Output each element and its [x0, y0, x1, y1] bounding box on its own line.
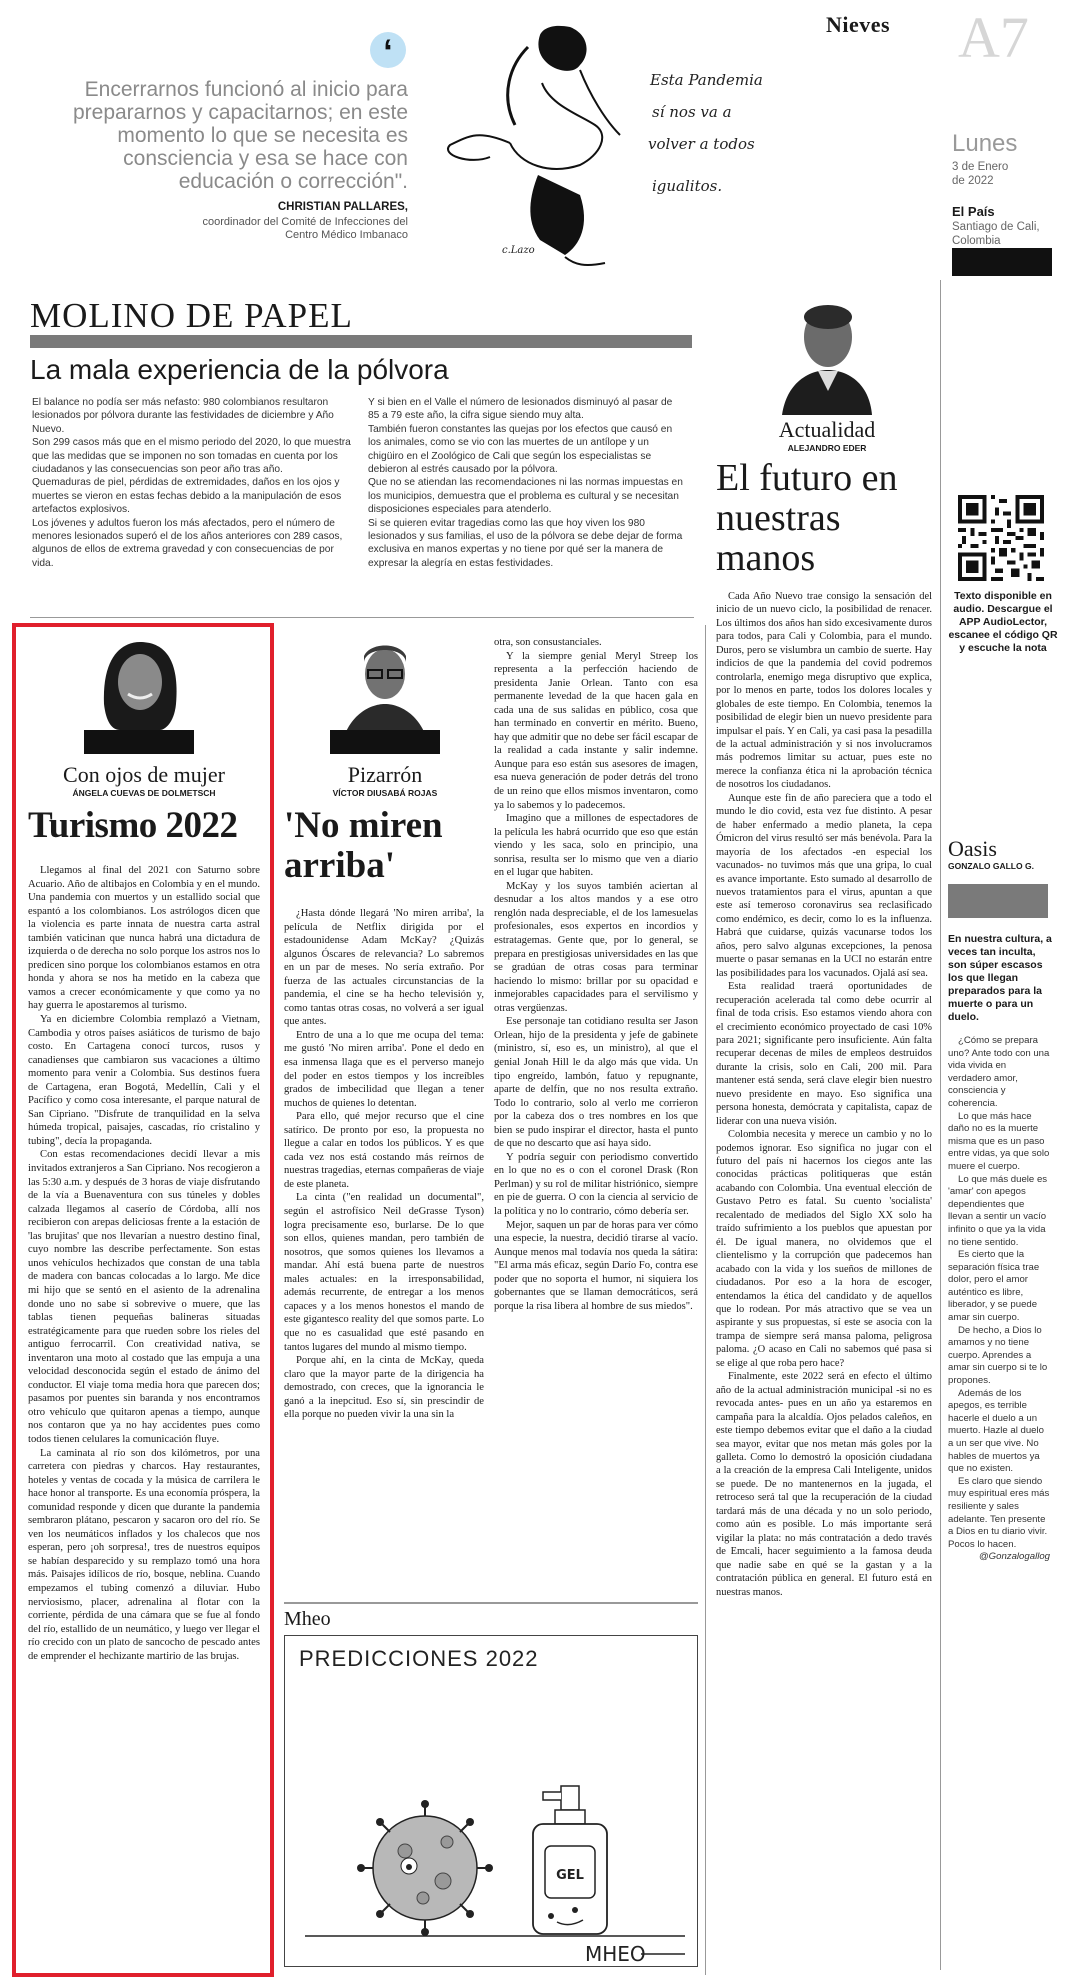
nieves-caption — [648, 71, 763, 195]
section-divider — [30, 617, 694, 618]
oasis-paragraph: Además de los apegos, es terrible hacerle el duelo a un muerto. Hazle al duelo a un ser que vive. No hables de muertos ya que no existen. — [948, 1387, 1044, 1475]
actualidad-paragraph: Colombia necesita y merece un cambio y no lo podemos ignorar. Eso significa no jugar con el futuro del país ni hacernos los ciegos ante las conocidas prácticas politiqueras que están acabando con Colombia. Una eventual elección de Gustavo Petro es fatal. Su cuento 'socialista' recalentado de mediados del Siglo XX solo ha traído sufrimiento a los pueblos que apuestan por él. De igual manera, no olvidemos que el clientelismo y la corrupción que padecemos han acabado con la vida y los sueños de millones de ciudadanos. Por eso a la hora de escoger, entendamos la ética del candidato y de aquellos que lo rodean. Por más atractivo que se vea un aspirante y sus propuestas, sí este se asocia con la trampa de siempre será mansa paloma, peligrosa paloma. ¿O acaso en Cali no sabemos qué pasa si se elige al que roba pero hace? — [716, 1129, 932, 1369]
molino-headline: La mala experiencia de la pólvora — [30, 354, 449, 385]
mheo-column-name: Mheo — [284, 1608, 331, 1630]
oasis-lead: En nuestra cultura, a veces tan inculta, son súper escasos los que llegan preparados para la muerte o para un duelo. — [948, 933, 1052, 1023]
quote-text: Encerrarnos funcionó al inicio para prepararnos y capacitarnos; en este momento lo que se necesita es consciencia y esa se hace con educación o corrección". — [72, 78, 408, 193]
header-city: Santiago de Cali, Colombia — [952, 221, 1040, 247]
actualidad-paragraph: Esta realidad traerá oportunidades de recuperación acelerada tal como debe ocurrir al final de toda crisis. Eso estamos viendo ahora con el crecimiento económico proyectado de casi 10% para 2021; significante pero insuficiente. Aún falta recuperar decenas de miles de empleos destruidos durante la crisis, solo en Cali, 200 mil. Para mantener está senda, será clave elegir bien nuestro nuevo presidente en mayo. Eso significa una persona honesta, demócrata y capitalista, capaz de liderar con una nueva visión. — [716, 981, 932, 1127]
molino-col-1 — [32, 396, 352, 570]
ad-block-oasis — [948, 884, 1048, 918]
turismo-author: ÁNGELA CUEVAS DE DOLMETSCH — [72, 788, 216, 798]
actualidad-author: ALEJANDRO EDER — [787, 443, 867, 453]
molino-section-title: MOLINO DE PAPEL — [30, 296, 353, 335]
turismo-body — [28, 864, 260, 1663]
actualidad-paragraph: Aunque este fin de año pareciera que a todo el mundo le dio covid, esta vez fue distinto. A pesar de haber enfermado a medio planeta, la cepa Ómicron del virus resultó ser más benévola. Para la mayoría de los afectados -en especial los vacunados- no tuvimos más que una gripa, lo cual es avance importante. Esto sumado al desarrollo de nuevos tratamientos para el virus, apuntan a que este así temeroso coronavirus sea reclasificado como endémico, es decir, como lo es la influenza. Habrá que cuidarse, quizás vacunarse todos los años, pero salvo algunas excepciones, la penosa muerte o pasar semanas en la UCI no estarán entre las posibilidades para los vacunados. Ojalá así sea. — [716, 792, 932, 979]
mheo-cartoon — [284, 1635, 698, 1967]
svg-text:sí nos va a: sí nos va a — [652, 103, 732, 121]
gel-label: GEL — [556, 1868, 584, 1883]
molino-paragraph: Son 299 casos más que en el mismo periodo del 2020, lo que muestra que las medidas que se imponen no son tomadas en cuenta por los ciudadanos y las consecuencias son peor año tras año. — [32, 437, 351, 476]
qr-caption: Texto disponible en audio. Descargue el APP AudioLector, escanee el código QR y escuche la nota — [948, 590, 1058, 654]
column-rule — [705, 625, 706, 1975]
pizarron-paragraph: Imagino que a millones de espectadores de la película les habrá ocurrido que eso que están viendo y les saca, solo en principio, una sonrisa, resulta ser lo mismo que ven a diario en el lugar que habiten. — [494, 813, 698, 879]
oasis-paragraph: Lo que más duele es 'amar' con apegos dependientes que llevan a sentir un vacío infinito o que ya la vida no tiene sentido. — [948, 1173, 1048, 1248]
pizarron-paragraph: Y podría seguir con periodismo convertido en lo que no es o con el coronel Drask (Ron Perlman) y su rol de militar histriónico, siempre en pie de guerra. O con la ciencia al servicio de la política y no lo contrario, cómo debería ser. — [494, 1151, 698, 1217]
pizarron-headline: 'No miren arriba' — [284, 805, 443, 886]
oasis-author: GONZALO GALLO G. — [948, 861, 1034, 871]
molino-paragraph: Que no se atiendan las recomendaciones ni las normas impuestas en los municipios, demuestra que el problema es cultural y se necesitan disposiciones especiales para atenderlo. — [368, 477, 683, 516]
actualidad-headline: El futuro en nuestras manos — [716, 457, 898, 579]
turismo-paragraph: La caminata al río son dos kilómetros, por una carretera con piedras y charcos. Hay restaurantes, hoteles y ventas de cocada y la música de carrilera le hace honor al transporte. Es una economía próspera, la comunidad responde y dicen que durante la pandemia sembraron plátano, pescaron y sacaron oro del río. Se ven los neumáticos inflados y los chalecos que nos esperan, pero ¡oh sorpresa!, tres de nuestros equipos se habían desparecido y su remplazo tomó una hora más. Paisajes idílicos de río, bosque, neblina. Cuando empezamos el tubing comenzó a diluviar. Hubo nerviosismo, placer, adrenalina al flotar con la corriente, pérdida de una cámara que se fue al fondo del río, estallido de un neumático, y luego ver llegar el río crecido con un plato de sancocho de pescado antes de emprender el hechizante martirio de las brujas. — [28, 1447, 260, 1662]
mheo-rule — [284, 1602, 698, 1604]
ad-block-top — [952, 248, 1052, 276]
molino-paragraph: Quemaduras de piel, pérdidas de extremidades, daños en los ojos y muertes se vieron en estas fechas debido a la manipulación de esos artefactos explosivos. — [32, 477, 342, 516]
qr-code — [958, 495, 1044, 581]
oasis-column-name: Oasis — [948, 836, 997, 861]
pizarron-paragraph: McKay y los suyos también aciertan al desnudar a los altos mandos y a ese otro renglón nada despreciable, el de los lamesuelas profesionales, esos expertos en incordios y estratagemas. Gente que, por lo general, se prepara en prestigiosas universidades en las que se gradúan de otras cosas para terminar haciendo lo mismo: brillar por su opacidad e inmejorables capacidades para el servilismo y otras vergüenzas. — [494, 880, 698, 1014]
author-photo-eder — [772, 295, 882, 415]
author-photo-cuevas — [84, 634, 194, 754]
gel-bottle-drawing — [533, 1786, 607, 1934]
pizarron-column-name: Pizarrón — [347, 762, 423, 787]
quote-role: coordinador del Comité de Infecciones del Centro Médico Imbanaco — [202, 216, 408, 241]
molino-paragraph: El balance no podía ser más nefasto: 980 colombianos resultaron lesionados por pólvora durante las festividades de diciembre y Año Nuevo. — [32, 397, 334, 435]
actualidad-column-name: Actualidad — [778, 417, 876, 442]
pizarron-paragraph: Entro de una a lo que me ocupa del tema: me gustó 'No miren arriba'. Pone el dedo en esa inmensa llaga que es el perverso manejo del poder en estos tiempos y los increíbles grados de imbecilidad que llegan a tener muchos de quienes lo detentan. — [284, 1029, 484, 1109]
nieves-cartoon — [430, 25, 780, 273]
section-name: Nieves — [826, 12, 891, 37]
pizarron-paragraph: otra, son consustanciales. — [494, 637, 602, 648]
svg-text:Esta Pandemia: Esta Pandemia — [650, 71, 763, 89]
mheo-signature: MHEO — [585, 1942, 646, 1966]
oasis-paragraph: ¿Cómo se prepara uno? Ante todo con una vida vivida en verdadero amor, consciencia y coherencia. — [948, 1035, 1050, 1109]
turismo-paragraph: Con estas recomendaciones decidí llevar a mis invitados extranjeros a San Cipriano. Nos recogieron a las 5:30 a.m. y después de 3 horas de viaje disfrutando de la vía a Buenaventura con sus túneles y dobles calzada llegamos al caserío de Córdoba, allí nos recibieron con arepas deliciosas frente a la estación de 'las brujitas' que nos llevarían a nuestro destino final, cuyo nombre las describe perfectamente. Son estas unos vehículos hechizados que constan de una tabla de madera con bancas colocadas a lo largo. Me dice mi hijo que se sentó en el asiento de la adrenalina donde uno no sabe si sobrevive o muere, que las tablas tienen pequeñas balineras situadas estratégicamente para que rueden sobre los rieles del antiguo ferrocarril. Con creatividad nativa, se inventaron una moto al costado que las empuja a una velocidad desconocida según el estado de ánimo del conductor. El viaje toma media hora que parecen dos; pasamos por puentes sin baranda y nos encontramos otro vehículo que quitaron apenas a tiempo, aunque nos contaron que ya no hay accidentes pues como todos tienen celulares la comunicación fluye. — [28, 1149, 260, 1445]
mheo-cartoon-title: PREDICCIONES 2022 — [299, 1646, 539, 1671]
turismo-headline: Turismo 2022 — [28, 805, 238, 846]
turismo-paragraph: Ya en diciembre Colombia remplazó a Vietnam, Cambodia y otros países asiáticos de turismo de bajo costo. En Cartagena conocí turcos, rusos y canadienses que cambiaron sus vacaciones a último momento para venir a Colombia. Sus destinos fuera de Cartagena, eran Bogotá, Medellín, Cali y el Pacífico y como cosa interesante, el parque natural de San Cipriano. "Disfrute de tranquilidad en la selva húmeda tropical, paisajes, cascadas, río cristalino y tubing", decía la propaganda. — [28, 1014, 260, 1147]
quote-author: CHRISTIAN PALLARES, — [277, 201, 408, 213]
oasis-handle: @Gonzalogallog — [978, 1551, 1050, 1563]
author-photo-diusaba — [330, 634, 440, 754]
quote-icon: ‘ — [370, 32, 406, 68]
oasis-body — [948, 1035, 1050, 1564]
svg-text:igualitos.: igualitos. — [652, 177, 723, 195]
pizarron-col-1 — [284, 907, 484, 1422]
molino-paragraph: Si se quieren evitar tragedias como las que hoy viven los 980 lesionados y sus familias, el uso de la pólvora se debe dejar de forma exclusiva en manos expertas y no tiene por qué ser la manera de expresar la alegría en estas festividades. — [368, 517, 683, 569]
column-rule — [940, 280, 941, 1970]
pizarron-paragraph: La cinta ("en realidad un documental", según el astrofísico Neil deGrasse Tyson) logra precisamente eso, burlarse. De lo que son ellos, quienes mandan, pero también de nosotros, que somos quienes los llevamos a mandar. Ahí está buena parte de nuestros males actuales: en la irresponsabilidad, además recurrente, de entregar a los menos capaces y a los menos honestos el mando de este gigantesco reality del que somos parte. Lo que no es casualidad que esté pasando en tantos lugares del mundo al mismo tiempo. — [284, 1192, 484, 1353]
pizarron-author: VÍCTOR DIUSABÁ ROJAS — [332, 788, 438, 798]
pizarron-col-2 — [494, 636, 698, 1313]
molino-rule — [30, 335, 692, 348]
pizarron-paragraph: ¿Hasta dónde llegará 'No miren arriba', la película de Netflix dirigida por el estadounidense Adam McKay? ¿Quizás algunos Óscares de relevancia? Lo sabremos en un par de meses. No sería extraño. Por fuerza de las actuales circunstancias de la pandemia, el cine se ha hecho televisión y, como tantas otras cosas, no volverá a ser igual que antes. — [284, 908, 484, 1028]
turismo-paragraph: Llegamos al final del 2021 con Saturno sobre Acuario. Año de altibajos en Colombia y en el mundo. Una pandemia con muertos y un estallido social que espantó a los colombianos. Los astrólogos dicen que la violencia es parte innata de nuestra carta astral también vaticinan que nunca habrá una dictadura de izquierda o de derecha no solo porque los astros nos lo predicen sino porque los colombianos estamos en otra honda y ahora se nos ha metido en la cabeza que vamos a crecer económicamente y que como ya no hay guerra le apostaremos al turismo. — [28, 865, 260, 1012]
pizarron-paragraph: Mejor, saquen un par de horas para ver cómo una especie, la nuestra, decidió tirarse al vacío. Aunque menos mal todavía nos queda la sátira: "El arma más eficaz, según Darío Fo, contra ese poder que no soporta el humor, ni siquiera los gobernantes que se llaman democráticos, será porque la risa libera al hombre de sus miedos". — [494, 1219, 698, 1312]
molino-paragraph: Y si bien en el Valle el número de lesionados disminuyó al pasar de 85 a 79 este año, la cifra sigue siendo muy alta. — [368, 397, 673, 422]
oasis-paragraph: Es cierto que la separación física trae dolor, pero el amor auténtico es libre, liberador, y se puede amar sin cuerpo. — [948, 1249, 1040, 1324]
pizarron-paragraph: Y la siempre genial Meryl Streep los representa a la perfección haciendo de presidenta Janie Orlean. Tanto con esa permanente levedad de la que hacen gala en cada una de sus salidas en público, cosa que han terminado en convertir en mérito. Bueno, hay que admitir que no debe ser fácil escapar de la realidad a cada instante y salir indemne. Aunque para eso están sus asesores de imagen, esa nueva generación de poder detrás del trono de un reino que ellos mismos inventaron, como ya lo sabemos y lo padecemos. — [494, 650, 698, 811]
page-number: A7 — [958, 5, 1029, 70]
header-date: 3 de Enero de 2022 — [952, 161, 1009, 187]
pizarron-paragraph: Para ello, qué mejor recurso que el cine satírico. De pronto por eso, la propuesta no llegue a calar en todos los públicos. Y es que cada vez nos está costando más reírnos de nuestras tragedias, eternas compañeras de viaje de este planeta. — [284, 1111, 485, 1190]
header-newspaper: El País — [952, 204, 995, 219]
virus-drawing — [357, 1800, 493, 1936]
actualidad-paragraph: Finalmente, este 2022 será en efecto el último año de la actual administración municipal -si no es revocada antes- pues en un año ya estaremos en campaña para la alcaldía. Ojos pelados caleños, en este tiempo debemos evitar que el daño a la ciudad sea mayor, evitar que nos metan más goles por la galleta. Como lo demostró la oposición ciudadana a la creación de la empresa Cali Inteligente, unidos se puede. De no mantenernos en la jugada, el retroceso será tal que la recuperación de la ciudad tardará más de una década y no un solo periodo, como aún es posible. Lo más importante será vigilar la plata: no más contratación a dedo través de Emcali, hacer seguimiento a la famosa deuda que nadie sabe en qué se la gastan y a la contratación pública en general. El futuro está en nuestras manos. — [716, 1371, 932, 1598]
molino-paragraph: Los jóvenes y adultos fueron los más afectados, pero el número de menores lesionados superó el de los años anteriores con 289 casos, algunos de ellos de extrema gravedad y con consecuencias de por vida. — [32, 517, 343, 569]
header-day: Lunes — [952, 130, 1018, 157]
svg-text:volver a todos: volver a todos — [648, 135, 755, 153]
pizarron-paragraph: Ese personaje tan cotidiano resulta ser Jason Orlean, hijo de la presidenta y jefe de gabinete (ministro, sí, eso es, un ministro), al que el genial Jonah Hill le da algo más que vida. Un tipo engreído, lambón, fatuo y repugnante, aparte de delfín, que no nos resulta extraño. Todo lo contrario, solo al verlo me corrieron por la cabeza dos o tres nombres en los que bien se pudo inspirar el director, hasta el punto de que no descarto que así haya sido. — [494, 1016, 698, 1150]
pizarron-paragraph: Porque ahí, en la cinta de McKay, queda claro que la mayor parte de la dirigencia ha demostrado, con creces, que la ignorancia le ganó a la inepcitud. Eso sí, sin prescindir de ella porque no pueden vivir la una sin la — [284, 1355, 484, 1421]
oasis-paragraph: Es claro que siendo muy espiritual eres más resiliente y sales adelante. Ten presente a Dios en tu diario vivir. Pocos lo hacen. — [948, 1475, 1050, 1550]
nieves-signature: c.Lazo — [502, 245, 535, 256]
molino-col-2 — [368, 396, 684, 570]
molino-paragraph: También fueron constantes las quejas por los efectos que causó en los animales, como se vio con las muertes de un antílope y un chigüiro en el Zoológico de Cali que según los especialistas se debieron al estrés causado por la pólvora. — [368, 423, 673, 476]
oasis-paragraph: De hecho, a Dios lo amamos y no tiene cuerpo. Aprendes a amar sin cuerpo si te lo propones. — [948, 1324, 1048, 1387]
oasis-paragraph: Lo que más hace daño no es la muerte misma que es un paso entre vidas, ya que solo muere el cuerpo. — [948, 1110, 1050, 1172]
actualidad-body — [716, 590, 932, 1599]
actualidad-paragraph: Cada Año Nuevo trae consigo la sensación del inicio de un nuevo ciclo, la posibilidad de renacer. Los últimos dos años han sido excesivamente duros para todos, para Cali y Colombia, para el mundo. Duros, pero se vislumbra un cambio de suerte. Hay indicios de que la pandemia del covid podremos controlarla, enemigo mega disruptivo que explica, por lo menos en parte, todos los dolores locales y globales de este tiempo. En Colombia, tenemos la posibilidad de elegir bien un nuevo presidente para impulsar el país. Y en Cali, ya casi pasa la pesadilla de la actual administración y si nos involucramos más podremos limitar su actuar, pues este no merece la confianza ética ni la aprobación técnica de nosotros los ciudadanos. — [716, 591, 932, 791]
turismo-column-name: Con ojos de mujer — [63, 762, 225, 787]
